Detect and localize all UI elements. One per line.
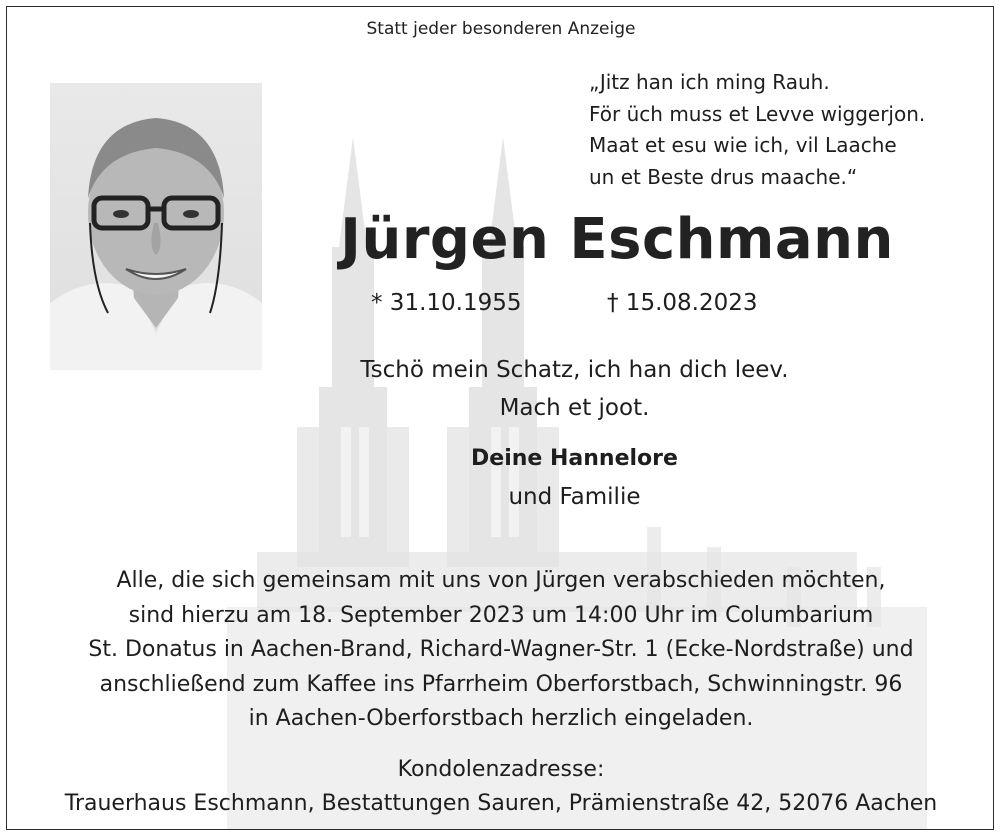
invitation-line: sind hierzu am 18. September 2023 um 14:00 Uhr im Columbarium — [128, 602, 874, 628]
invitation-line: anschließend zum Kaffee ins Pfarrheim Oberforstbach, Schwinningstr. 96 — [99, 671, 903, 697]
invitation-line: in Aachen-Oberforstbach herzlich eingeladen. — [248, 706, 754, 731]
condolence-label: Kondolenzadresse: — [397, 757, 605, 782]
invitation-line: St. Donatus in Aachen-Brand, Richard-Wagner-Str. 1 (Ecke-Nordstraße) und — [88, 637, 914, 662]
invitation-line: Alle, die sich gemeinsam mit uns von Jürgen verabschieden möchten, — [116, 568, 886, 593]
invitation-text — [7, 564, 994, 737]
portrait-illustration — [50, 83, 262, 370]
signature-family: und Familie — [508, 484, 641, 510]
death-date: † 15.08.2023 — [607, 290, 758, 316]
notice-header: Statt jeder besonderen Anzeige — [366, 19, 636, 39]
dialect-quote — [589, 67, 925, 193]
quote-line: „Jitz han ich ming Rauh. — [589, 70, 830, 94]
condolence-address: Trauerhaus Eschmann, Bestattungen Sauren, Prämienstraße 42, 52076 Aachen — [64, 791, 938, 816]
quote-line: Maat et esu wie ich, vil Laache — [589, 133, 897, 157]
obituary-notice — [6, 6, 994, 830]
signature-name: Deine Hannelore — [471, 446, 678, 471]
farewell-line: Tschö mein Schatz, ich han dich leev. — [360, 357, 789, 383]
portrait-photo — [50, 83, 262, 370]
farewell-line: Mach et joot. — [499, 395, 650, 421]
quote-line: un et Beste drus maache.“ — [589, 164, 858, 189]
deceased-name: Jürgen Eschmann — [340, 207, 894, 272]
quote-line: För üch muss et Levve wiggerjon. — [589, 101, 926, 126]
birth-date: * 31.10.1955 — [371, 290, 522, 316]
